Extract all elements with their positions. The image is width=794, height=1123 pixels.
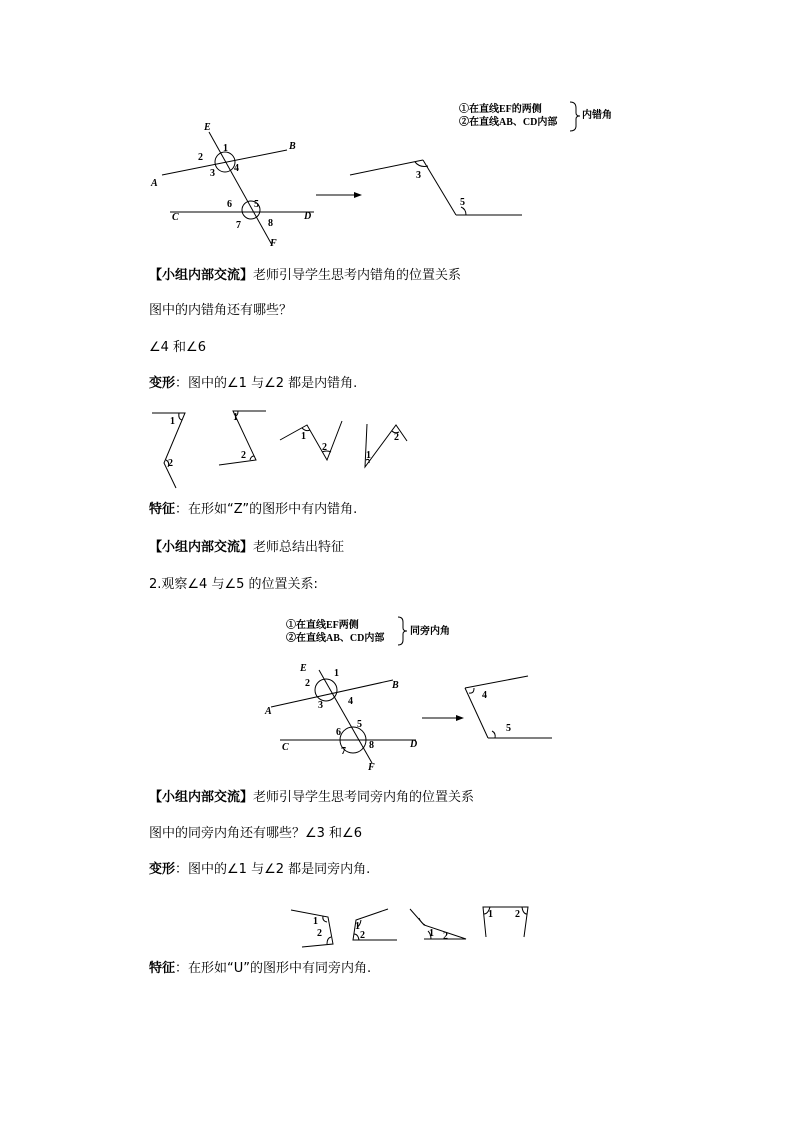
angle-2-2: 2: [305, 678, 310, 689]
z4-angle-1: 1: [366, 450, 371, 461]
variant-text: ：图中的∠1 与∠2 都是同旁内角.: [175, 862, 371, 877]
note-alternate-result: 内错角: [582, 110, 612, 121]
z2-angle-1: 1: [233, 412, 238, 423]
paragraph-observe: 2.观察∠4 与∠5 的位置关系:: [149, 577, 318, 592]
u-angle-4: 4: [482, 690, 487, 701]
angle-5: 5: [254, 199, 259, 210]
z-angle-5: 5: [460, 197, 465, 208]
label-a-2: A: [265, 706, 272, 717]
feature-heading: 特征: [149, 502, 176, 517]
note-cointerior-line1: ①在直线EF两侧: [286, 620, 359, 631]
feature-text: ：在形如“U”的图形中有同旁内角.: [175, 961, 372, 976]
z2-angle-2: 2: [241, 450, 246, 461]
z1-angle-2: 2: [168, 458, 173, 469]
variant-heading: 变形: [149, 376, 176, 391]
u3-angle-1: 1: [429, 928, 434, 939]
group-discussion-text: 老师引导学生思考同旁内角的位置关系: [253, 790, 475, 805]
angle-1: 1: [223, 143, 228, 154]
angle-6-2: 6: [336, 727, 341, 738]
angle-7-2: 7: [341, 746, 346, 757]
label-e-2: E: [300, 663, 307, 674]
label-f-2: F: [368, 762, 375, 773]
u1-angle-1: 1: [313, 916, 318, 927]
u3-angle-2: 2: [443, 931, 448, 942]
angle-3-2: 3: [318, 700, 323, 711]
angle-7: 7: [236, 220, 241, 231]
note-alternate-line2: ②在直线AB、CD内部: [459, 117, 558, 128]
angle-4-2: 4: [348, 696, 353, 707]
label-c-2: C: [282, 742, 289, 753]
angle-4: 4: [234, 163, 239, 174]
paragraph-answer-alternate: ∠4 和∠6: [149, 340, 206, 355]
note-cointerior-result: 同旁内角: [410, 626, 450, 637]
u2-angle-2: 2: [360, 930, 365, 941]
z3-angle-1: 1: [301, 431, 306, 442]
group-discussion-heading: 【小组内部交流】: [149, 790, 254, 805]
u4-angle-1: 1: [488, 909, 493, 920]
angle-3: 3: [210, 168, 215, 179]
group-discussion-text: 老师引导学生思考内错角的位置关系: [253, 268, 462, 283]
label-b: B: [289, 141, 296, 152]
u2-angle-1: 1: [355, 921, 360, 932]
paragraph-question-alternate: 图中的内错角还有哪些？: [149, 303, 293, 318]
u1-angle-2: 2: [317, 928, 322, 939]
u-angle-5: 5: [506, 723, 511, 734]
label-a: A: [151, 178, 158, 189]
note-alternate-line1: ①在直线EF的两侧: [459, 104, 542, 115]
z4-angle-2: 2: [394, 432, 399, 443]
z-angle-3: 3: [416, 170, 421, 181]
feature-text: ：在形如“Z”的图形中有内错角.: [175, 502, 358, 517]
group-discussion-heading: 【小组内部交流】: [149, 540, 254, 555]
feature-heading: 特征: [149, 961, 176, 976]
u4-angle-2: 2: [515, 909, 520, 920]
label-b-2: B: [392, 680, 399, 691]
group-discussion-text: 老师总结出特征: [253, 540, 345, 555]
label-d: D: [304, 211, 312, 222]
label-f: F: [270, 238, 277, 249]
z1-angle-1: 1: [170, 416, 175, 427]
angle-2: 2: [198, 152, 203, 163]
label-e: E: [204, 122, 211, 133]
angle-6: 6: [227, 199, 232, 210]
group-discussion-heading: 【小组内部交流】: [149, 268, 254, 283]
variant-heading: 变形: [149, 862, 176, 877]
angle-5-2: 5: [357, 719, 362, 730]
label-d-2: D: [410, 739, 418, 750]
paragraph-feature-u: [149, 961, 371, 977]
label-c: C: [172, 212, 179, 223]
paragraph-question-cointerior: 图中的同旁内角还有哪些？∠3 和∠6: [149, 826, 362, 841]
z3-angle-2: 2: [322, 442, 327, 453]
angle-1-2: 1: [334, 668, 339, 679]
note-cointerior-line2: ②在直线AB、CD内部: [286, 633, 385, 644]
variant-text: ：图中的∠1 与∠2 都是内错角.: [175, 376, 358, 391]
angle-8-2: 8: [369, 740, 374, 751]
angle-8: 8: [268, 218, 273, 229]
